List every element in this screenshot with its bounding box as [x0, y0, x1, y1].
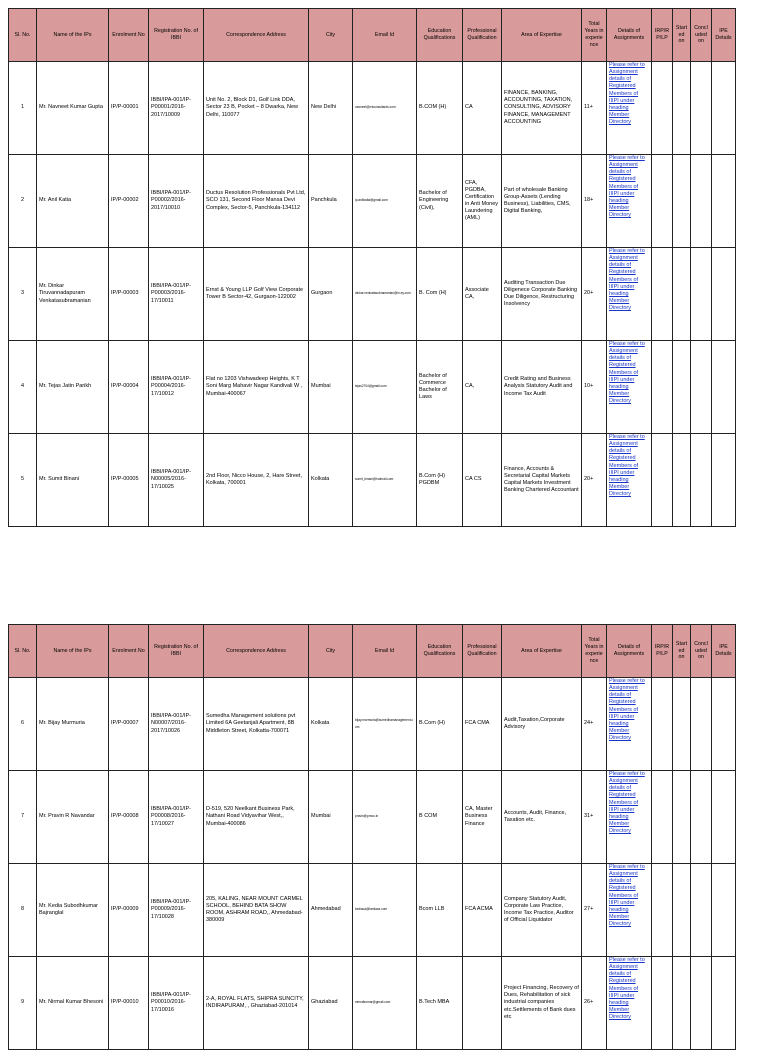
ip-name: Mr. Kedia Subodhkumar Bajranglal	[39, 902, 99, 916]
area-of-expertise: Credit Rating and Business Analysis Statutory Audit and Income Tax Audit	[504, 376, 573, 397]
area-of-expertise: Audit,Taxation,Corporate Advisory	[504, 716, 565, 730]
city-cell	[309, 155, 353, 248]
table-row	[9, 864, 736, 957]
concluded-on-cell	[691, 248, 712, 341]
email-id: pravin@prnco.in	[355, 814, 379, 819]
education-qualifications: Bachelor of Engineering (Civil),	[419, 190, 449, 211]
education-qualifications: B COM	[419, 813, 438, 820]
table-row	[9, 155, 736, 248]
years-experience-cell	[582, 62, 607, 155]
years-experience: 10+	[584, 383, 594, 390]
ipe-details-cell	[712, 434, 736, 527]
ipe-details-cell	[712, 771, 736, 864]
enrolment-number-cell	[109, 771, 149, 864]
city-cell	[309, 864, 353, 957]
city-cell	[309, 248, 353, 341]
serial-number-cell	[9, 155, 37, 248]
ip-name-cell	[37, 341, 109, 434]
column-header: IRP/RP/LP	[652, 625, 673, 678]
ipe-details-cell	[712, 62, 736, 155]
serial-number-cell	[9, 864, 37, 957]
education-qualifications-cell	[417, 248, 463, 341]
registration-number: IBBI/IPA-001/IP-P00009/2016-17/10028	[151, 899, 191, 920]
registration-number-cell	[149, 864, 204, 957]
ip-name: Mr. Bijay Murmuria	[39, 720, 85, 727]
column-header: Education Qualifications	[417, 9, 463, 62]
concluded-on-cell	[691, 341, 712, 434]
concluded-on-cell	[691, 155, 712, 248]
started-on-cell	[673, 341, 691, 434]
table-row	[9, 341, 736, 434]
area-of-expertise-cell	[502, 434, 582, 527]
assignment-details-cell	[607, 248, 652, 341]
assignment-details-link[interactable]: Please refer to Assignment details of Registered Members of IIIPI under heading Member Directory	[609, 155, 645, 219]
enrolment-number-cell	[109, 62, 149, 155]
email-id-cell	[353, 771, 417, 864]
started-on-cell	[673, 957, 691, 1050]
registration-number-cell	[149, 248, 204, 341]
city-cell	[309, 62, 353, 155]
area-of-expertise: Part of wholesale Banking Group-Assets (Lending Business), Liabilities, CMS, Digital Banking,	[504, 186, 571, 215]
ip-name-cell	[37, 155, 109, 248]
education-qualifications-cell	[417, 678, 463, 771]
registration-number: IBBI/IPA-001/IP-N00007/2016-2017/10026	[151, 713, 191, 734]
started-on-cell	[673, 678, 691, 771]
assignment-details-cell	[607, 678, 652, 771]
email-id: bijay.murmuria@sumedhamanagement.com	[355, 717, 414, 729]
column-header: Enrolment No	[109, 625, 149, 678]
education-qualifications-cell	[417, 864, 463, 957]
assignment-details-link[interactable]: Please refer to Assignment details of Registered Members of IIIPI under heading Member Directory	[609, 864, 645, 928]
column-header: Concluded on	[691, 625, 712, 678]
serial-number-cell	[9, 248, 37, 341]
ip-name: Mr. Sumit Binani	[39, 476, 80, 483]
registration-number-cell	[149, 341, 204, 434]
years-experience: 11+	[584, 104, 593, 111]
area-of-expertise-cell	[502, 678, 582, 771]
email-id-cell	[353, 341, 417, 434]
assignment-details-link[interactable]: Please refer to Assignment details of Registered Members of IIIPI under heading Member Directory	[609, 957, 645, 1021]
registration-number: IBBI/IPA-001/IP-P00004/2016-17/10012	[151, 376, 191, 397]
professional-qualification: CA,	[465, 383, 475, 390]
registration-number: IBBI/IPA-001/IP-P00003/2016-17/10011	[151, 283, 191, 304]
enrolment-number-cell	[109, 957, 149, 1050]
enrolment-number-cell	[109, 248, 149, 341]
education-qualifications: B.Com (H)	[419, 720, 445, 727]
concluded-on-cell	[691, 771, 712, 864]
email-id: nirmalkumar@gmail.com	[355, 1000, 391, 1005]
column-header: IRP/RP/LP	[652, 9, 673, 62]
ipe-details-cell	[712, 678, 736, 771]
years-experience: 26+	[584, 999, 594, 1006]
ip-name-cell	[37, 678, 109, 771]
table-header-row	[9, 9, 736, 62]
enrolment-number: IP/P-00005	[111, 476, 139, 483]
email-id-cell	[353, 248, 417, 341]
correspondence-address-cell	[204, 155, 309, 248]
column-header: IPE Details	[712, 625, 736, 678]
email-id-cell	[353, 864, 417, 957]
started-on-cell	[673, 62, 691, 155]
column-header: Concluded on	[691, 9, 712, 62]
column-header: Professional Qualification	[463, 9, 502, 62]
assignment-details-link[interactable]: Please refer to Assignment details of Registered Members of IIIPI under heading Member Directory	[609, 341, 645, 405]
enrolment-number-cell	[109, 341, 149, 434]
ip-name-cell	[37, 864, 109, 957]
assignment-details-cell	[607, 62, 652, 155]
correspondence-address-cell	[204, 248, 309, 341]
years-experience-cell	[582, 341, 607, 434]
column-header: Area of Expertise	[502, 625, 582, 678]
professional-qualification-cell	[463, 248, 502, 341]
correspondence-address: D-519, 520 Neelkant Business Park, Nathani Road Vidyavihar West,, Mumbai-400086	[206, 806, 295, 827]
registration-number-cell	[149, 957, 204, 1050]
ip-table-page-2	[8, 624, 736, 1050]
city: Gurgaon	[311, 290, 333, 297]
email-id: navneet@rrtconsultants.com	[355, 105, 396, 110]
column-header: IPE Details	[712, 9, 736, 62]
irp-rp-lp-cell	[652, 678, 673, 771]
correspondence-address: 205, KALING, NEAR MOUNT CARMEL SCHOOL, BEHIND BATA SHOW ROOM, ASHRAM ROAD,, Ahmedabad-380009	[206, 895, 303, 924]
concluded-on-cell	[691, 434, 712, 527]
assignment-details-link[interactable]: Please refer to Assignment details of Registered Members of IIIPI under heading Member Directory	[609, 434, 645, 498]
column-header: Details of Assignments	[607, 625, 652, 678]
serial-number: 9	[20, 999, 25, 1006]
column-header: City	[309, 625, 353, 678]
ip-name-cell	[37, 62, 109, 155]
registration-number-cell	[149, 678, 204, 771]
email-id-cell	[353, 434, 417, 527]
serial-number: 1	[20, 104, 25, 111]
years-experience: 31+	[584, 813, 594, 820]
correspondence-address-cell	[204, 341, 309, 434]
correspondence-address-cell	[204, 771, 309, 864]
professional-qualification-cell	[463, 434, 502, 527]
enrolment-number-cell	[109, 155, 149, 248]
column-header: Area of Expertise	[502, 9, 582, 62]
serial-number: 3	[20, 290, 25, 297]
enrolment-number: IP/P-00004	[111, 383, 139, 390]
table-row	[9, 771, 736, 864]
registration-number-cell	[149, 771, 204, 864]
city: Mumbai	[311, 813, 331, 820]
serial-number: 7	[20, 813, 25, 820]
table-row	[9, 957, 736, 1050]
correspondence-address: Ductus Resolution Professionals Pvt Ltd, SCO 131, Second Floor Mansa Devi Complex, Sector-5, Panchkula-134112	[206, 190, 306, 211]
ipe-details-cell	[712, 341, 736, 434]
ip-name-cell	[37, 771, 109, 864]
education-qualifications: B.Tech MBA	[419, 999, 450, 1006]
ip-table-page-1	[8, 8, 736, 527]
concluded-on-cell	[691, 678, 712, 771]
correspondence-address-cell	[204, 62, 309, 155]
column-header: Registration No. of IBBI	[149, 625, 204, 678]
serial-number-cell	[9, 771, 37, 864]
concluded-on-cell	[691, 62, 712, 155]
column-header: Registration No. of IBBI	[149, 9, 204, 62]
table-row	[9, 678, 736, 771]
correspondence-address: 2nd Floor, Nicco House, 2, Hare Street, Kolkata, 700001	[206, 472, 302, 486]
years-experience-cell	[582, 864, 607, 957]
years-experience: 24+	[584, 720, 594, 727]
correspondence-address: Flat no 1203 Vishwadeep Heights, K T Soni Marg Mahavir Nagar Kandivali W , Mumbai-400067	[206, 376, 303, 397]
education-qualifications-cell	[417, 957, 463, 1050]
ipe-details-cell	[712, 248, 736, 341]
ip-name-cell	[37, 434, 109, 527]
years-experience-cell	[582, 678, 607, 771]
professional-qualification: CA CS	[465, 476, 482, 483]
serial-number: 4	[20, 383, 25, 390]
serial-number: 2	[20, 197, 25, 204]
education-qualifications-cell	[417, 62, 463, 155]
ipe-details-cell	[712, 864, 736, 957]
column-header: Correspondence Address	[204, 625, 309, 678]
serial-number-cell	[9, 957, 37, 1050]
professional-qualification: CFA, PGDBA, Certification in Anti Money Laundering (AML)	[465, 179, 499, 222]
concluded-on-cell	[691, 864, 712, 957]
area-of-expertise-cell	[502, 155, 582, 248]
education-qualifications: Bachelor of Commerce Bachelor of Laws	[419, 372, 447, 401]
column-header: Enrolment No	[109, 9, 149, 62]
enrolment-number: IP/P-00002	[111, 197, 139, 204]
email-id-cell	[353, 155, 417, 248]
ipe-details-cell	[712, 957, 736, 1050]
ip-name-cell	[37, 248, 109, 341]
serial-number-cell	[9, 62, 37, 155]
correspondence-address: 2-A, ROYAL FLATS, SHIPRA SUNCITY, INDIRAPURAM, , Ghaziabad-201014	[206, 995, 304, 1009]
email-id-cell	[353, 62, 417, 155]
area-of-expertise: Auditing Transaction Due Diligenece Corporate Banking Due Diligence, Restructuring Insolvency	[504, 279, 578, 308]
assignment-details-cell	[607, 771, 652, 864]
registration-number: IBBI/IPA-001/IP-N00005/2016-17/10025	[151, 469, 191, 490]
years-experience-cell	[582, 155, 607, 248]
irp-rp-lp-cell	[652, 957, 673, 1050]
enrolment-number-cell	[109, 434, 149, 527]
column-header: Name of the IPs	[37, 9, 109, 62]
enrolment-number-cell	[109, 678, 149, 771]
professional-qualification-cell	[463, 864, 502, 957]
city: Kolkata	[311, 476, 330, 483]
email-id-cell	[353, 678, 417, 771]
years-experience-cell	[582, 957, 607, 1050]
assignment-details-link[interactable]: Please refer to Assignment details of Registered Members of IIIPI under heading Member Directory	[609, 678, 645, 742]
correspondence-address: Unit No. 2, Block D1, Golf Link DDA, Sector 23 B, Pocket – 8 Dwarka, New Delhi, 110077	[206, 97, 299, 118]
correspondence-address: Sumedha Management solutions pvt Limited 6A Geetanjali Apartment, 8B Middleton Street, Kolkatta-700071	[206, 713, 296, 734]
education-qualifications: B. Com (H)	[419, 290, 447, 297]
column-header: Details of Assignments	[607, 9, 652, 62]
irp-rp-lp-cell	[652, 864, 673, 957]
registration-number-cell	[149, 62, 204, 155]
irp-rp-lp-cell	[652, 62, 673, 155]
city-cell	[309, 678, 353, 771]
area-of-expertise: Company Statutory Audit, Corporate Law Practice, Income Tax Practice, Auditor of Official Liquidator	[504, 895, 574, 924]
column-header: Total Years in experience	[582, 625, 607, 678]
started-on-cell	[673, 864, 691, 957]
table-row	[9, 434, 736, 527]
professional-qualification-cell	[463, 771, 502, 864]
city-cell	[309, 341, 353, 434]
registration-number: IBBI/IPA-001/IP-P00010/2016-17/10016	[151, 992, 191, 1013]
serial-number-cell	[9, 678, 37, 771]
ipe-details-cell	[712, 155, 736, 248]
ip-name: Mr. Anil Katia	[39, 197, 72, 204]
education-qualifications-cell	[417, 771, 463, 864]
education-qualifications-cell	[417, 434, 463, 527]
email-id: kediaca@kediaca.com	[355, 907, 388, 912]
table-header-row	[9, 625, 736, 678]
serial-number-cell	[9, 434, 37, 527]
enrolment-number: IP/P-00008	[111, 813, 139, 820]
assignment-details-cell	[607, 434, 652, 527]
email-id: dinkar.venkatasubramanian@in.ey.com	[355, 291, 411, 296]
education-qualifications: Bcom LLB	[419, 906, 445, 913]
serial-number-cell	[9, 341, 37, 434]
years-experience: 27+	[584, 906, 594, 913]
city: Ahmedabad	[311, 906, 341, 913]
enrolment-number: IP/P-00003	[111, 290, 139, 297]
column-header: Started on	[673, 625, 691, 678]
correspondence-address: Ernst & Young LLP Golf View Corporate Tower B Sector-42, Gurgaon-122002	[206, 286, 304, 300]
email-id: tejas2704@gmail.com	[355, 384, 387, 389]
registration-number-cell	[149, 434, 204, 527]
email-id: ip.anilkatia@gmail.com	[355, 198, 388, 203]
column-header: Professional Qualification	[463, 625, 502, 678]
ip-name-cell	[37, 957, 109, 1050]
area-of-expertise-cell	[502, 62, 582, 155]
assignment-details-cell	[607, 155, 652, 248]
ip-name: Mr. Pravin R Navandar	[39, 813, 95, 820]
irp-rp-lp-cell	[652, 434, 673, 527]
enrolment-number-cell	[109, 864, 149, 957]
column-header: Correspondence Address	[204, 9, 309, 62]
years-experience-cell	[582, 434, 607, 527]
assignment-details-cell	[607, 864, 652, 957]
irp-rp-lp-cell	[652, 341, 673, 434]
professional-qualification-cell	[463, 341, 502, 434]
serial-number: 8	[20, 906, 25, 913]
started-on-cell	[673, 771, 691, 864]
professional-qualification: Associate CA,	[465, 286, 489, 300]
education-qualifications-cell	[417, 341, 463, 434]
enrolment-number: IP/P-00010	[111, 999, 139, 1006]
column-header: Email Id	[353, 625, 417, 678]
correspondence-address-cell	[204, 678, 309, 771]
city-cell	[309, 434, 353, 527]
professional-qualification-cell	[463, 62, 502, 155]
ip-name: Mr. Dinkar Tiruvannadapuram Venkatasubramanian	[39, 283, 91, 304]
city: Ghaziabad	[311, 999, 338, 1006]
education-qualifications: B.Com (H) PGDBM	[419, 472, 445, 486]
ip-name: Mr. Nirmal Kumar Bhesoni	[39, 999, 104, 1006]
professional-qualification: CA	[465, 104, 473, 111]
area-of-expertise-cell	[502, 341, 582, 434]
registration-number: IBBI/IPA-001/IP-P00001/2016-2017/10009	[151, 97, 191, 118]
ip-name: Mr. Navneet Kumar Gupta	[39, 104, 103, 111]
column-header: Name of the IPs	[37, 625, 109, 678]
assignment-details-cell	[607, 957, 652, 1050]
enrolment-number: IP/P-00001	[111, 104, 139, 111]
city-cell	[309, 957, 353, 1050]
professional-qualification: FCA ACMA	[465, 906, 493, 913]
education-qualifications-cell	[417, 155, 463, 248]
professional-qualification-cell	[463, 957, 502, 1050]
area-of-expertise-cell	[502, 957, 582, 1050]
registration-number-cell	[149, 155, 204, 248]
years-experience: 20+	[584, 290, 594, 297]
registration-number: IBBI/IPA-001/IP-P00002/2016-2017/10010	[151, 190, 191, 211]
area-of-expertise-cell	[502, 771, 582, 864]
serial-number: 5	[20, 476, 25, 483]
column-header: Sl. No.	[9, 9, 37, 62]
registration-number: IBBI/IPA-001/IP-P00008/2016-17/10027	[151, 806, 191, 827]
table-row	[9, 248, 736, 341]
professional-qualification: CA, Master Business Finance	[465, 806, 493, 827]
started-on-cell	[673, 434, 691, 527]
column-header: Sl. No.	[9, 625, 37, 678]
irp-rp-lp-cell	[652, 248, 673, 341]
correspondence-address-cell	[204, 957, 309, 1050]
city: Mumbai	[311, 383, 331, 390]
education-qualifications: B.COM (H)	[419, 104, 447, 111]
area-of-expertise-cell	[502, 248, 582, 341]
column-header: City	[309, 9, 353, 62]
area-of-expertise: Finance, Accounts & Secretarial Capital Markets Capital Markets Investment Banking Chartered Accountant	[504, 465, 579, 494]
enrolment-number: IP/P-00009	[111, 906, 139, 913]
years-experience-cell	[582, 248, 607, 341]
concluded-on-cell	[691, 957, 712, 1050]
area-of-expertise: Project Financing, Recovery of Dues, Rehabilitation of sick industrial companies etc.Settlements of Bank dues etc	[504, 985, 579, 1020]
started-on-cell	[673, 248, 691, 341]
area-of-expertise-cell	[502, 864, 582, 957]
irp-rp-lp-cell	[652, 155, 673, 248]
ip-name: Mr. Tejas Jatin Parikh	[39, 383, 92, 390]
years-experience-cell	[582, 771, 607, 864]
area-of-expertise: Accounts, Audit, Finance, Taxation etc.	[504, 809, 567, 823]
column-header: Started on	[673, 9, 691, 62]
correspondence-address-cell	[204, 434, 309, 527]
assignment-details-cell	[607, 341, 652, 434]
table-row	[9, 62, 736, 155]
assignment-details-link[interactable]: Please refer to Assignment details of Registered Members of IIIPI under heading Member Directory	[609, 771, 645, 835]
email-id: sumit_binani@hotmail.com	[355, 477, 394, 482]
column-header: Email Id	[353, 9, 417, 62]
professional-qualification-cell	[463, 155, 502, 248]
irp-rp-lp-cell	[652, 771, 673, 864]
assignment-details-link[interactable]: Please refer to Assignment details of Registered Members of IIIPI under heading Member Directory	[609, 62, 645, 126]
started-on-cell	[673, 155, 691, 248]
professional-qualification: FCA CMA	[465, 720, 490, 727]
email-id-cell	[353, 957, 417, 1050]
professional-qualification-cell	[463, 678, 502, 771]
column-header: Education Qualifications	[417, 625, 463, 678]
assignment-details-link[interactable]: Please refer to Assignment details of Registered Members of IIIPI under heading Member Directory	[609, 248, 645, 312]
city: Kolkata	[311, 720, 330, 727]
city-cell	[309, 771, 353, 864]
area-of-expertise: FINANCE, BANKING, ACCOUNTING, TAXATION, CONSULTING, ADVISORY FINANCE, MANAGEMENT ACCOUNTING	[504, 90, 573, 125]
serial-number: 6	[20, 720, 25, 727]
years-experience: 20+	[584, 476, 594, 483]
enrolment-number: IP/P-00007	[111, 720, 139, 727]
column-header: Total Years in experience	[582, 9, 607, 62]
city: Panchkula	[311, 197, 337, 204]
correspondence-address-cell	[204, 864, 309, 957]
years-experience: 18+	[584, 197, 594, 204]
city: New Delhi	[311, 104, 337, 111]
